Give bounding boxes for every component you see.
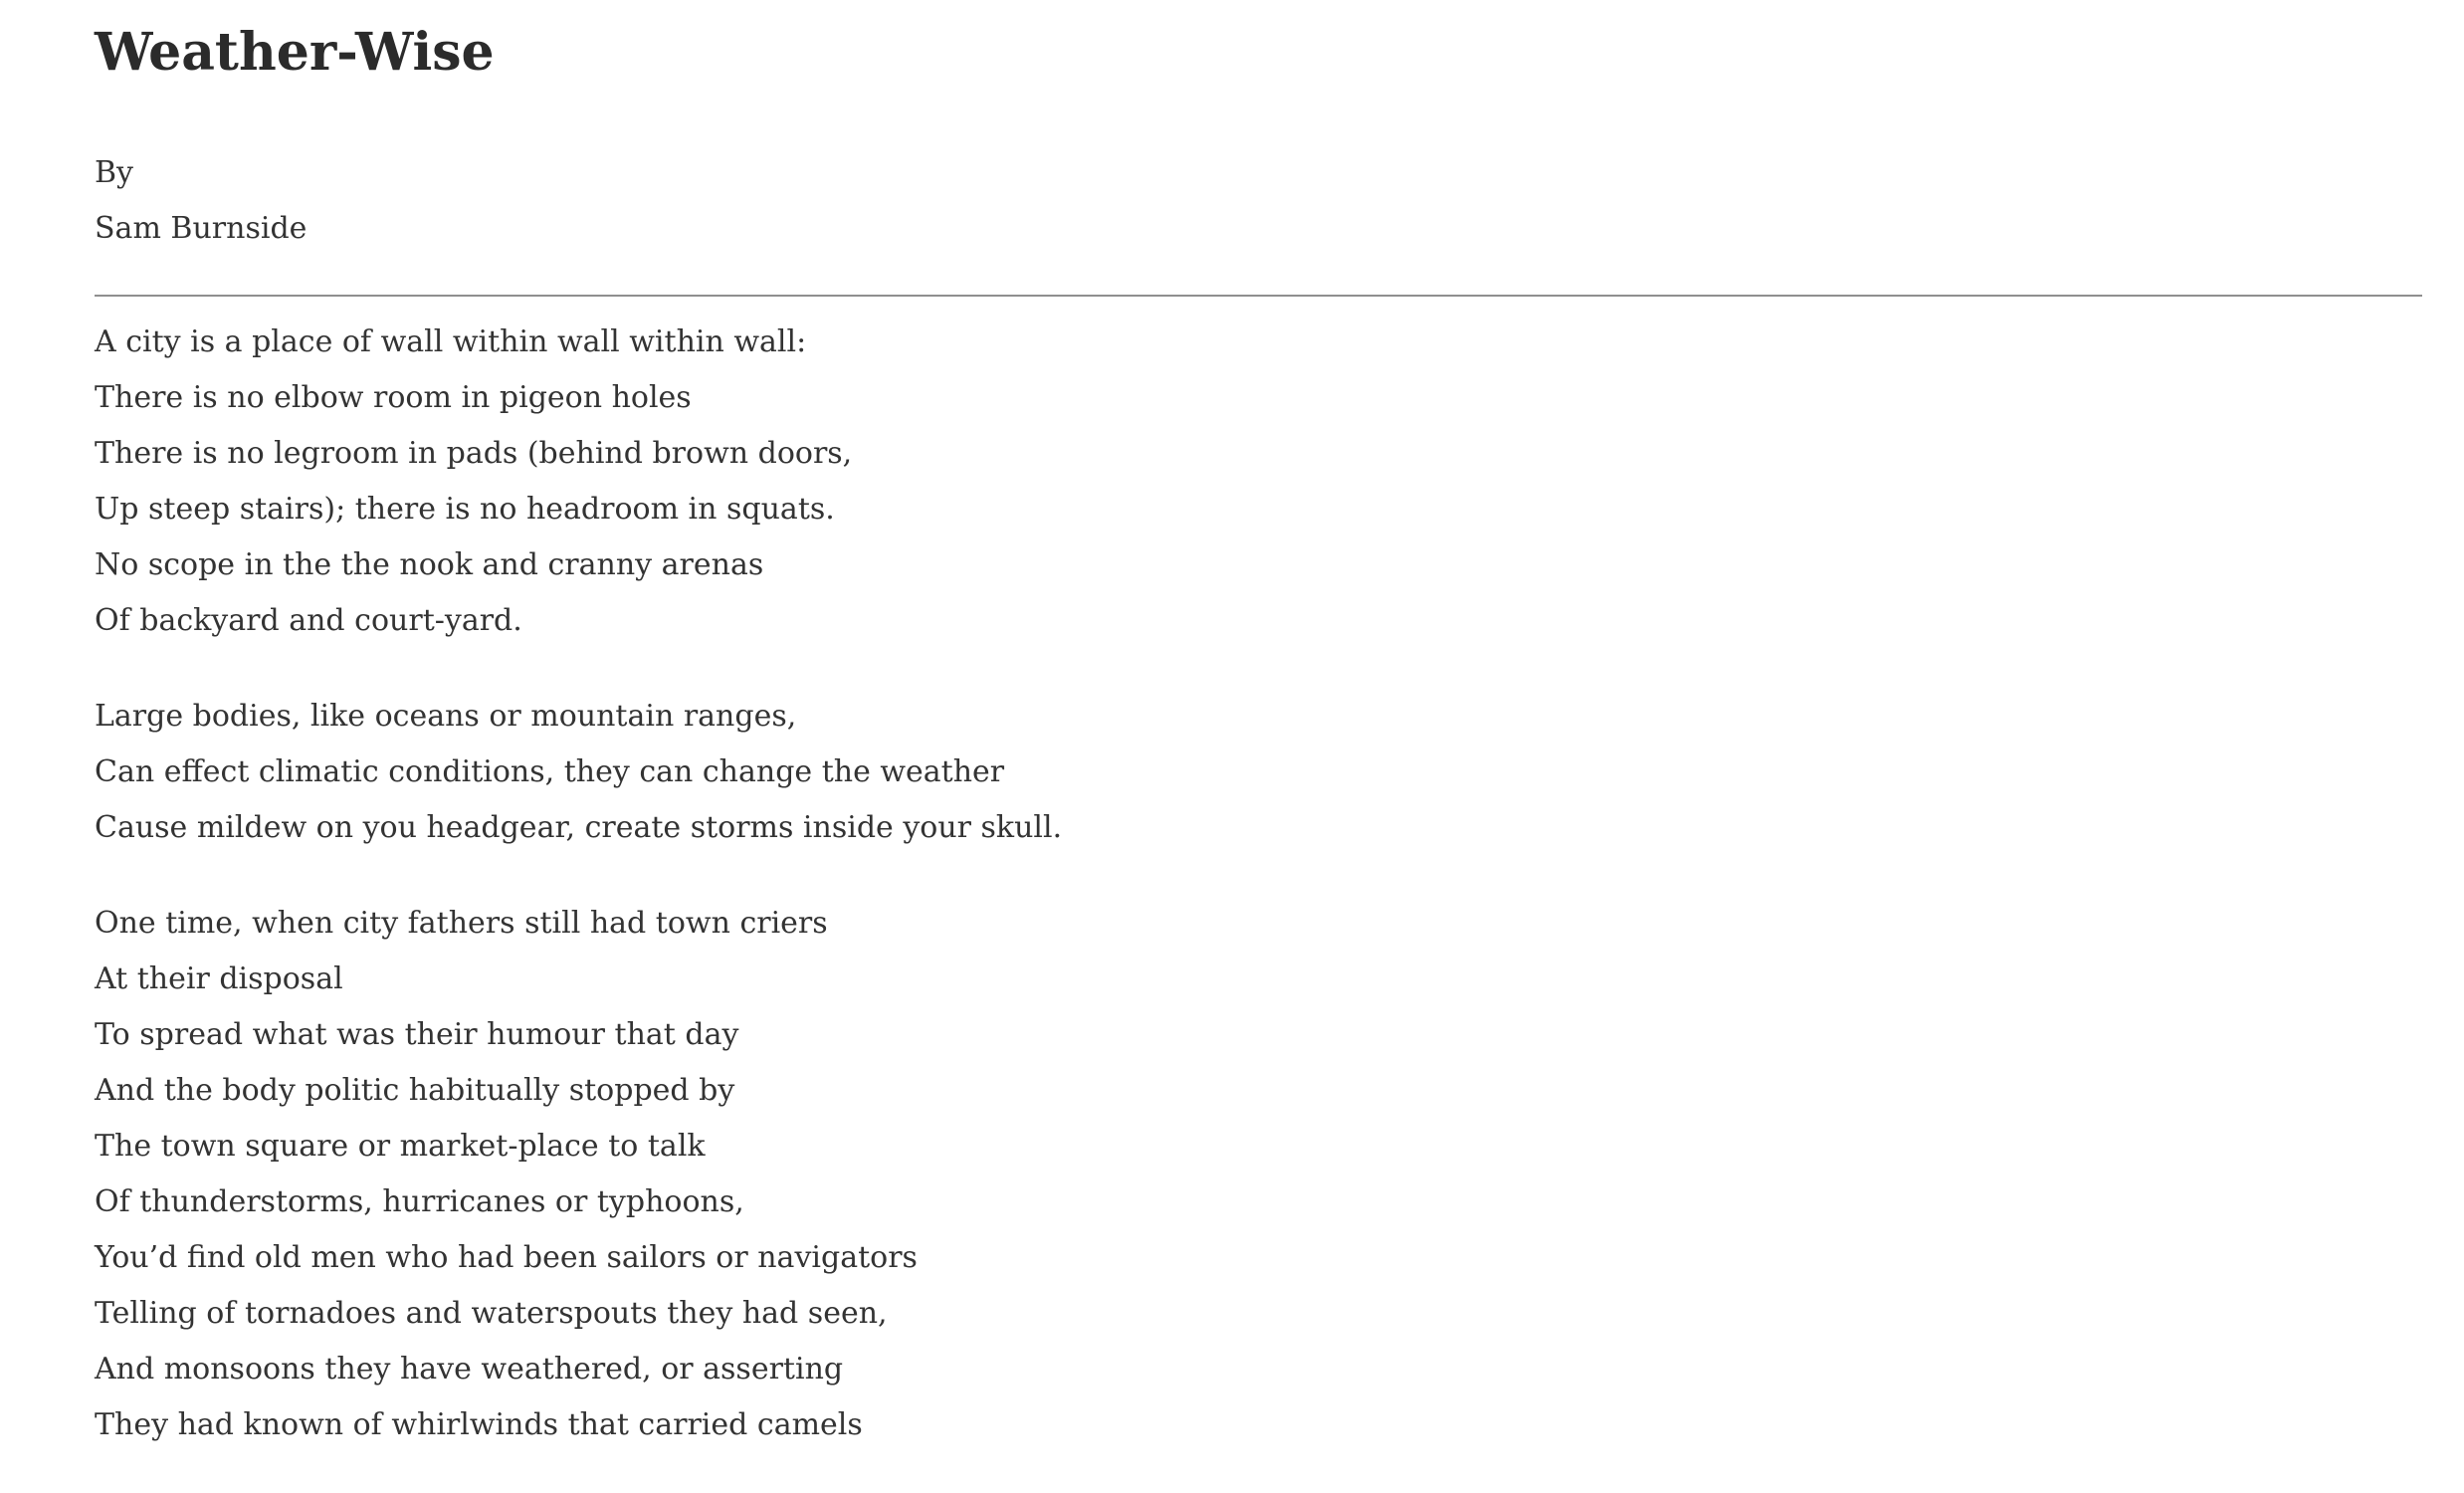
divider — [95, 295, 2422, 297]
poem-line: There is no legroom in pads (behind brown doors, — [95, 436, 853, 471]
byline — [95, 145, 307, 257]
poem-line: And the body politic habitually stopped by — [95, 1073, 735, 1108]
poem-line: No scope in the the nook and cranny arenas — [95, 547, 764, 582]
poem-line: One time, when city fathers still had town criers — [95, 906, 828, 941]
author-link[interactable]: Sam Burnside — [95, 211, 308, 246]
byline-prefix: By — [95, 155, 133, 190]
poem-line: You’d find old men who had been sailors or navigators — [95, 1240, 918, 1275]
stanza-3 — [95, 896, 1062, 1453]
poem-line: Of thunderstorms, hurricanes or typhoons, — [95, 1184, 744, 1219]
poem-line: Up steep stairs); there is no headroom in squats. — [95, 492, 835, 527]
poem-title: Weather-Wise — [95, 22, 495, 83]
poem-line: Of backyard and court-yard. — [95, 603, 522, 638]
poem-line: At their disposal — [95, 961, 343, 996]
poem-line: A city is a place of wall within wall within wall: — [95, 324, 807, 359]
poem-line: There is no elbow room in pigeon holes — [95, 380, 692, 415]
poem-body — [95, 315, 1062, 1493]
poem-line: Can effect climatic conditions, they can change the weather — [95, 754, 1005, 789]
stanza-1 — [95, 315, 1062, 649]
poem-line: And monsoons they have weathered, or asserting — [95, 1352, 844, 1386]
poem-line: Cause mildew on you headgear, create storms inside your skull. — [95, 810, 1063, 845]
poem-line: To spread what was their humour that day — [95, 1017, 739, 1052]
poem-line: They had known of whirlwinds that carried camels — [95, 1407, 863, 1442]
stanza-2 — [95, 689, 1062, 856]
poem-line: Telling of tornadoes and waterspouts they had seen, — [95, 1296, 888, 1331]
poem-line: Large bodies, like oceans or mountain ranges, — [95, 699, 797, 734]
poem-line: The town square or market-place to talk — [95, 1129, 706, 1164]
